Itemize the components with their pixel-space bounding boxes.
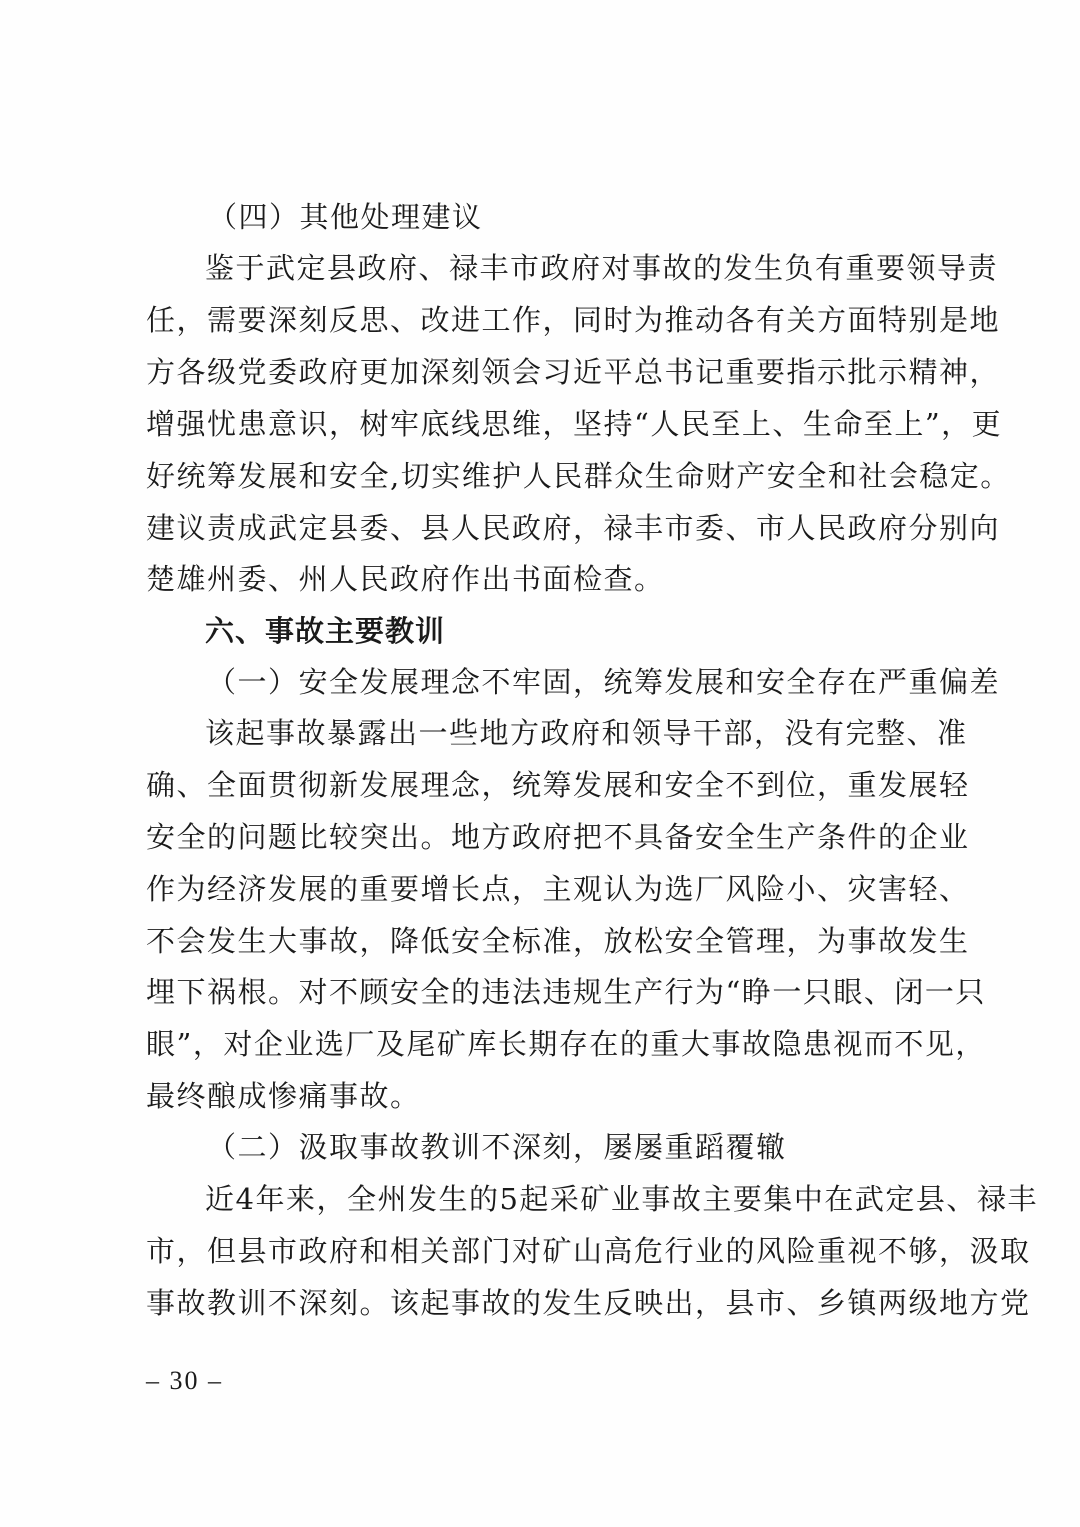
paragraph-line: 市，但县市政府和相关部门对矿山高危行业的风险重视不够，汲取 (146, 1234, 1031, 1268)
paragraph-line: 眼”，对企业选厂及尾矿库长期存在的重大事故隐患视而不见， (146, 1027, 986, 1061)
paragraph-line: 增强忧患意识，树牢底线思维，坚持“人民至上、生命至上”，更 (146, 407, 1003, 441)
page-number: – 30 – (146, 1366, 223, 1395)
section-heading-lessons: 六、事故主要教训 (205, 614, 446, 648)
paragraph-line: 作为经济发展的重要增长点，主观认为选厂风险小、灾害轻、 (146, 872, 970, 906)
paragraph-line: 任，需要深刻反思、改进工作，同时为推动各有关方面特别是地 (146, 303, 1001, 337)
subheading-lesson-two: （二）汲取事故教训不深刻，屡屡重蹈覆辙 (207, 1130, 787, 1164)
paragraph-line: 确、全面贯彻新发展理念，统筹发展和安全不到位，重发展轻 (146, 768, 970, 802)
subheading-other-suggestions: （四）其他处理建议 (208, 200, 483, 234)
paragraph-line: 近4年来，全州发生的5起采矿业事故主要集中在武定县、禄丰 (205, 1182, 1038, 1216)
paragraph-line: 不会发生大事故，降低安全标准，放松安全管理，为事故发生 (146, 924, 970, 958)
paragraph-line: 安全的问题比较突出。地方政府把不具备安全生产条件的企业 (146, 820, 970, 854)
subheading-lesson-one: （一）安全发展理念不牢固，统筹发展和安全存在严重偏差 (207, 665, 1001, 699)
paragraph-line: 该起事故暴露出一些地方政府和领导干部，没有完整、准 (205, 716, 968, 750)
paragraph-line: 鉴于武定县政府、禄丰市政府对事故的发生负有重要领导责 (205, 251, 999, 285)
paragraph-line: 楚雄州委、州人民政府作出书面检查。 (146, 562, 665, 596)
paragraph-line: 好统筹发展和安全,切实维护人民群众生命财产安全和社会稳定。 (146, 459, 1011, 493)
paragraph-line: 方各级党委政府更加深刻领会习近平总书记重要指示批示精神， (146, 355, 1001, 389)
paragraph-line: 事故教训不深刻。该起事故的发生反映出，县市、乡镇两级地方党 (146, 1286, 1031, 1320)
paragraph-line: 建议责成武定县委、县人民政府，禄丰市委、市人民政府分别向 (146, 511, 1001, 545)
paragraph-line: 最终酿成惨痛事故。 (146, 1079, 421, 1113)
paragraph-line: 埋下祸根。对不顾安全的违法违规生产行为“睁一只眼、闭一只 (146, 975, 986, 1009)
